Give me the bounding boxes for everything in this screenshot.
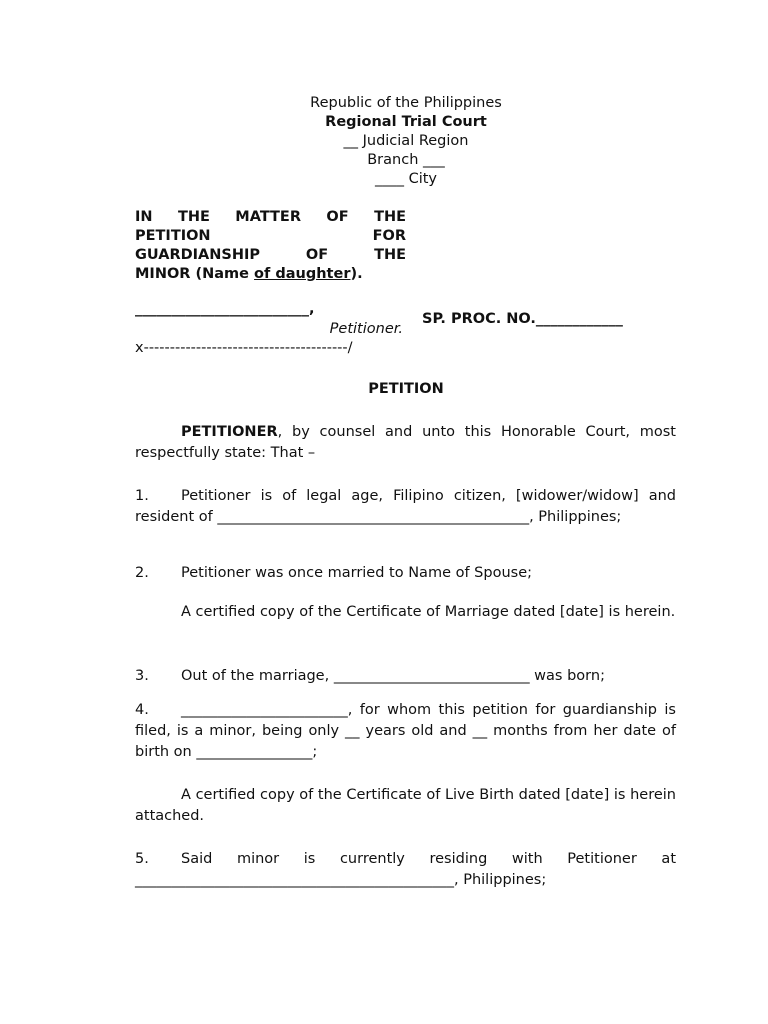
intro-paragraph: [135, 422, 676, 464]
court-header: [206, 94, 606, 189]
paragraph-4-subtext: A certified copy of the Certificate of Live Birth dated [date] is herein attached.: [135, 787, 676, 824]
caption-closing-line: x---------------------------------------/: [135, 340, 353, 356]
sp-proc-number: SP. PROC. NO.____________: [422, 311, 623, 327]
case-caption: [135, 208, 406, 284]
paragraph-5-text: Said minor is currently residing with Petitioner at ____________________________________________, Philippines;: [135, 851, 676, 888]
caption-minor-suffix: ).: [350, 266, 363, 282]
court-name: Regional Trial Court: [325, 114, 487, 130]
republic-line: Republic of the Philippines: [310, 95, 502, 111]
petitioner-label: Petitioner.: [329, 321, 403, 337]
paragraph-3-text: Out of the marriage, ___________________________ was born;: [181, 668, 605, 684]
caption-daughter-name: of daughter: [254, 266, 351, 282]
paragraph-2-text: Petitioner was once married to Name of Spouse;: [181, 565, 533, 581]
paragraph-2: [135, 563, 676, 584]
paragraph-4: [135, 700, 676, 763]
intro-petitioner: PETITIONER: [181, 424, 278, 440]
paragraph-1-text: Petitioner is of legal age, Filipino citizen, [widower/widow] and resident of ___________________________________________, Philippines;: [135, 488, 676, 525]
caption-line-2: PETITION FOR: [135, 228, 406, 244]
caption-line-3: GUARDIANSHIP OF THE: [135, 247, 406, 263]
paragraph-4-number: 4.: [135, 702, 149, 718]
caption-line-4: [135, 265, 406, 284]
petitioner-blank: ________________________,: [135, 301, 315, 317]
paragraph-1: [135, 486, 676, 528]
paragraph-5: [135, 849, 676, 891]
city-line: ____ City: [374, 171, 438, 187]
intro-text: , by counsel and unto this Honorable Court, most respectfully state: That –: [135, 424, 676, 461]
paragraph-5-number: 5.: [135, 851, 149, 867]
caption-minor-prefix: MINOR (Name: [135, 266, 255, 282]
branch-line: Branch ___: [367, 152, 445, 168]
paragraph-2-subtext: A certified copy of the Certificate of Marriage dated [date] is herein.: [181, 604, 676, 620]
judicial-region-line: __ Judicial Region: [343, 133, 469, 149]
paragraph-3: [135, 666, 676, 687]
paragraph-4-text: _______________________, for whom this petition for guardianship is filed, is a minor, being only __ years old and __ months from her date of birth on ________________;: [135, 702, 676, 760]
caption-line-1: IN THE MATTER OF THE: [135, 209, 406, 225]
paragraph-3-number: 3.: [135, 668, 149, 684]
paragraph-2-number: 2.: [135, 565, 149, 581]
paragraph-1-number: 1.: [135, 488, 149, 504]
document-title: PETITION: [368, 381, 444, 397]
